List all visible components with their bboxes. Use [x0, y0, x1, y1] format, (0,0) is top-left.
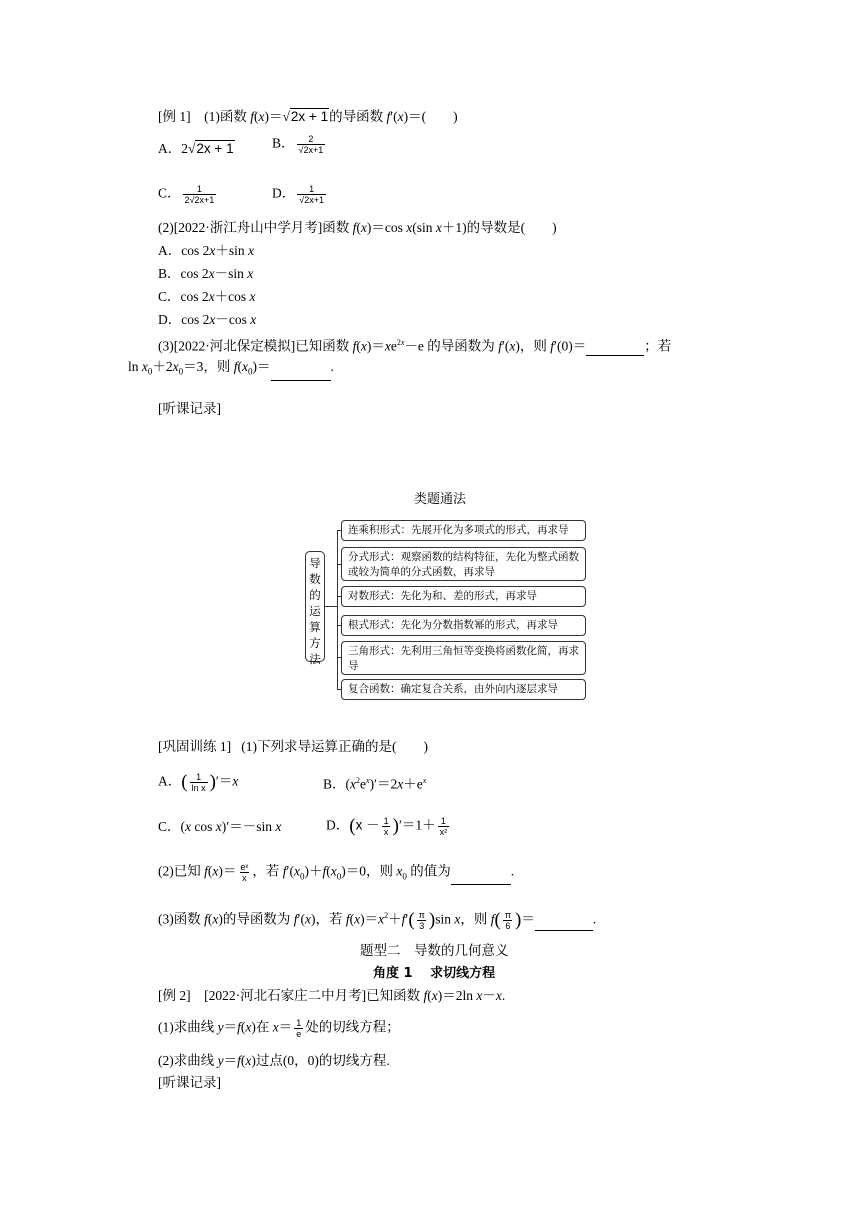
- example-1-question-1: [例 1] (1)函数 f(x)＝√2x + 1的导函数 f′(x)＝( ): [158, 109, 458, 124]
- example-1-question-2: (2)[2022·浙江舟山中学月考]函数 f(x)＝cos x(sin x＋1)的导数是( ): [158, 220, 557, 235]
- branch-logarithm-form: 对数形式：先化为和、差的形式，再求导: [341, 586, 586, 607]
- example-1-question-3-line-2: $\ln x_0+2x_0=3$，则 $f(x_0)=$ .: [128, 358, 334, 381]
- practice-tag: [巩固训练 1]: [158, 739, 232, 754]
- listen-note-2: [听课记录]: [158, 1075, 221, 1090]
- q2-option-a: A．cos 2x＋sin x: [158, 243, 255, 258]
- q2-option-b: B．cos 2x－sin x: [158, 266, 254, 281]
- option-a: A．2√2x + 1: [158, 141, 234, 156]
- section-subtitle: 角度 1 求切线方程: [373, 966, 496, 981]
- practice-1-question-1: [巩固训练 1] (1)下列求导运算正确的是( ): [158, 739, 428, 754]
- example-2-question-2: (2)求曲线 y＝f(x)过点(0，0)的切线方程.: [158, 1053, 390, 1068]
- example-2-question-1: (1)求曲线 y＝f(x)在 x＝ $\frac{1}{e}$ 处的切线方程；: [158, 1018, 400, 1039]
- branch-trig-form: 三角形式：先利用三角恒等变换将函数化简，再求导: [341, 641, 586, 675]
- branch-radical-form: 根式形式：先化为分数指数幂的形式，再求导: [341, 615, 586, 636]
- option-c: C． $\frac{1}{2√2x+1}$: [158, 184, 215, 205]
- example-2-tag: [例 2]: [158, 988, 191, 1003]
- branch-product-form: 连乘积形式：先展开化为多项式的形式，再求导: [341, 520, 586, 541]
- branch-composite-function: 复合函数：确定复合关系，由外向内逐层求导: [341, 679, 586, 700]
- example-1-question-3-line-1: (3)[2022·河北保定模拟]已知函数 $f(x)=xe^{2x}-e$ 的导函数为 f′(x)，则 f′(0)＝ ；若: [158, 338, 672, 354]
- practice-option-a: A．( $\frac{1}{\text{ln x}}$ )′＝x: [158, 771, 239, 793]
- q2-option-c: C．cos 2x＋cos x: [158, 289, 256, 304]
- diagram-title: 类题通法: [414, 491, 467, 506]
- option-b: B． $\frac{2}{√2x+1}$: [272, 134, 324, 155]
- practice-option-c: C．(x cos x)′＝－sin x: [158, 819, 282, 834]
- practice-question-2: (2)已知 f(x)＝ $\frac{\text{eˣ}}{x}$ ，若 $f'(x_0)+f(x_0)=0$，则 $x_0$ 的值为 .: [158, 862, 514, 885]
- example-tag: [例 1]: [158, 109, 191, 124]
- diagram-root: 导 数 的 运 算 方 法: [305, 551, 325, 662]
- section-title: 题型二 导数的几何意义: [360, 943, 509, 958]
- branch-fraction-form: 分式形式：观察函数的结构特征，先化为整式函数或较为简单的分式函数，再求导: [341, 547, 586, 581]
- branch-spine: [337, 530, 338, 689]
- practice-option-b: B．$(x^2e^x)'=2x+e^x$: [323, 776, 427, 792]
- listen-note-1: [听课记录]: [158, 401, 221, 416]
- practice-question-3: (3)函数 f(x)的导函数为 f′(x)，若 $f(x)=x^2+f'$( $\frac{\pi}{3}$ )sin x，则 f( $\frac{\pi}{6}$ )＝ .: [158, 909, 597, 931]
- example-2-stem: [例 2] [2022·河北石家庄二中月考]已知函数 f(x)＝2ln x－x.: [158, 988, 506, 1003]
- option-d: D． $\frac{1}{√2x+1}$: [272, 184, 324, 205]
- q2-option-d: D．cos 2x－cos x: [158, 312, 257, 327]
- practice-option-d: D．(x － $\frac{1}{x}$ )′＝1＋ $\frac{1}{\text{x²}}$: [326, 815, 448, 837]
